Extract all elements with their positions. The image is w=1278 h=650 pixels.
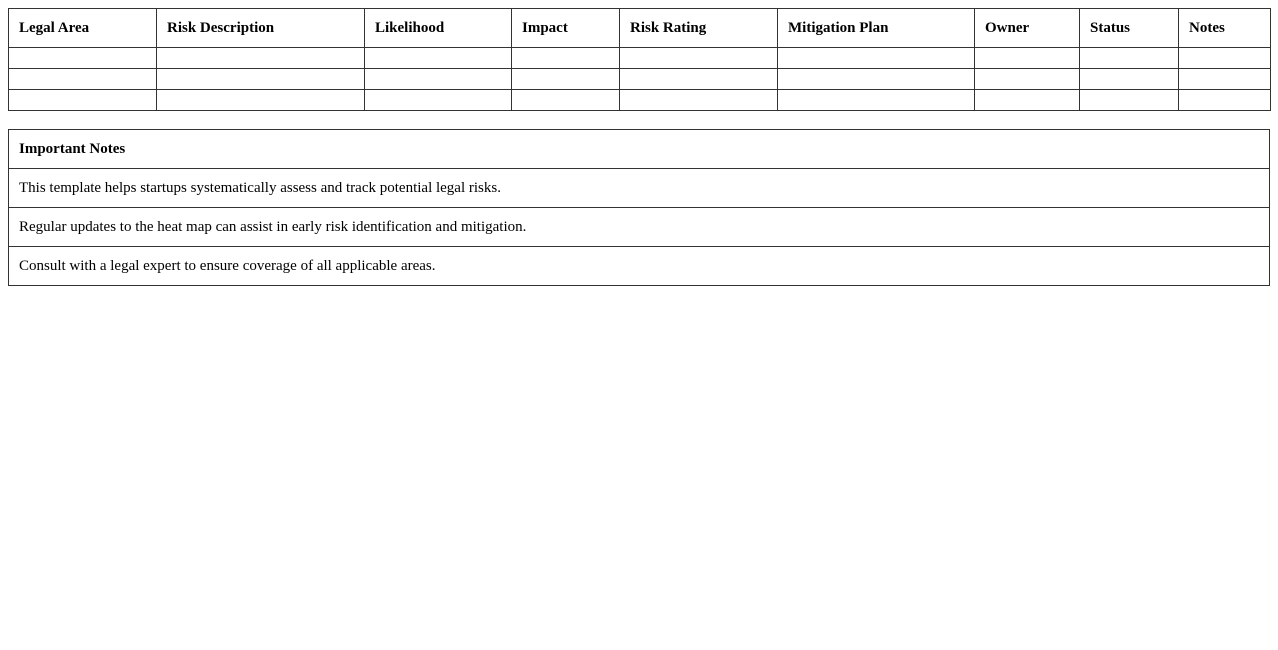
- table-cell[interactable]: [365, 48, 512, 69]
- table-cell[interactable]: [620, 90, 778, 111]
- note-item: Regular updates to the heat map can assist in early risk identification and mitigation.: [9, 208, 1270, 247]
- table-cell[interactable]: [778, 48, 975, 69]
- column-header-risk-description: Risk Description: [157, 9, 365, 48]
- table-cell[interactable]: [512, 69, 620, 90]
- table-cell[interactable]: [975, 48, 1080, 69]
- note-item: Consult with a legal expert to ensure coverage of all applicable areas.: [9, 247, 1270, 286]
- table-cell[interactable]: [778, 69, 975, 90]
- table-cell[interactable]: [778, 90, 975, 111]
- notes-header-row: [9, 130, 1270, 169]
- table-cell[interactable]: [512, 90, 620, 111]
- note-item: This template helps startups systematically assess and track potential legal risks.: [9, 169, 1270, 208]
- column-header-owner: Owner: [975, 9, 1080, 48]
- table-row: [9, 90, 1271, 111]
- table-cell[interactable]: [9, 69, 157, 90]
- column-header-risk-rating: Risk Rating: [620, 9, 778, 48]
- table-cell[interactable]: [9, 90, 157, 111]
- note-row: [9, 208, 1270, 247]
- table-cell[interactable]: [1179, 48, 1271, 69]
- table-cell[interactable]: [157, 90, 365, 111]
- table-cell[interactable]: [512, 48, 620, 69]
- column-header-impact: Impact: [512, 9, 620, 48]
- table-cell[interactable]: [620, 69, 778, 90]
- column-header-notes: Notes: [1179, 9, 1271, 48]
- table-row: [9, 48, 1271, 69]
- column-header-mitigation-plan: Mitigation Plan: [778, 9, 975, 48]
- table-cell[interactable]: [1080, 48, 1179, 69]
- notes-title: Important Notes: [9, 130, 1270, 169]
- column-header-likelihood: Likelihood: [365, 9, 512, 48]
- column-header-status: Status: [1080, 9, 1179, 48]
- header-row: [9, 9, 1271, 48]
- table-cell[interactable]: [1179, 69, 1271, 90]
- table-cell[interactable]: [1080, 69, 1179, 90]
- table-cell[interactable]: [1179, 90, 1271, 111]
- note-row: [9, 247, 1270, 286]
- table-cell[interactable]: [975, 69, 1080, 90]
- table-cell[interactable]: [1080, 90, 1179, 111]
- table-cell[interactable]: [157, 69, 365, 90]
- table-cell[interactable]: [975, 90, 1080, 111]
- table-cell[interactable]: [157, 48, 365, 69]
- table-cell[interactable]: [620, 48, 778, 69]
- table-cell[interactable]: [365, 69, 512, 90]
- important-notes-table: [8, 129, 1270, 286]
- note-row: [9, 169, 1270, 208]
- table-cell[interactable]: [365, 90, 512, 111]
- risk-assessment-table: [8, 8, 1271, 111]
- table-cell[interactable]: [9, 48, 157, 69]
- table-row: [9, 69, 1271, 90]
- column-header-legal-area: Legal Area: [9, 9, 157, 48]
